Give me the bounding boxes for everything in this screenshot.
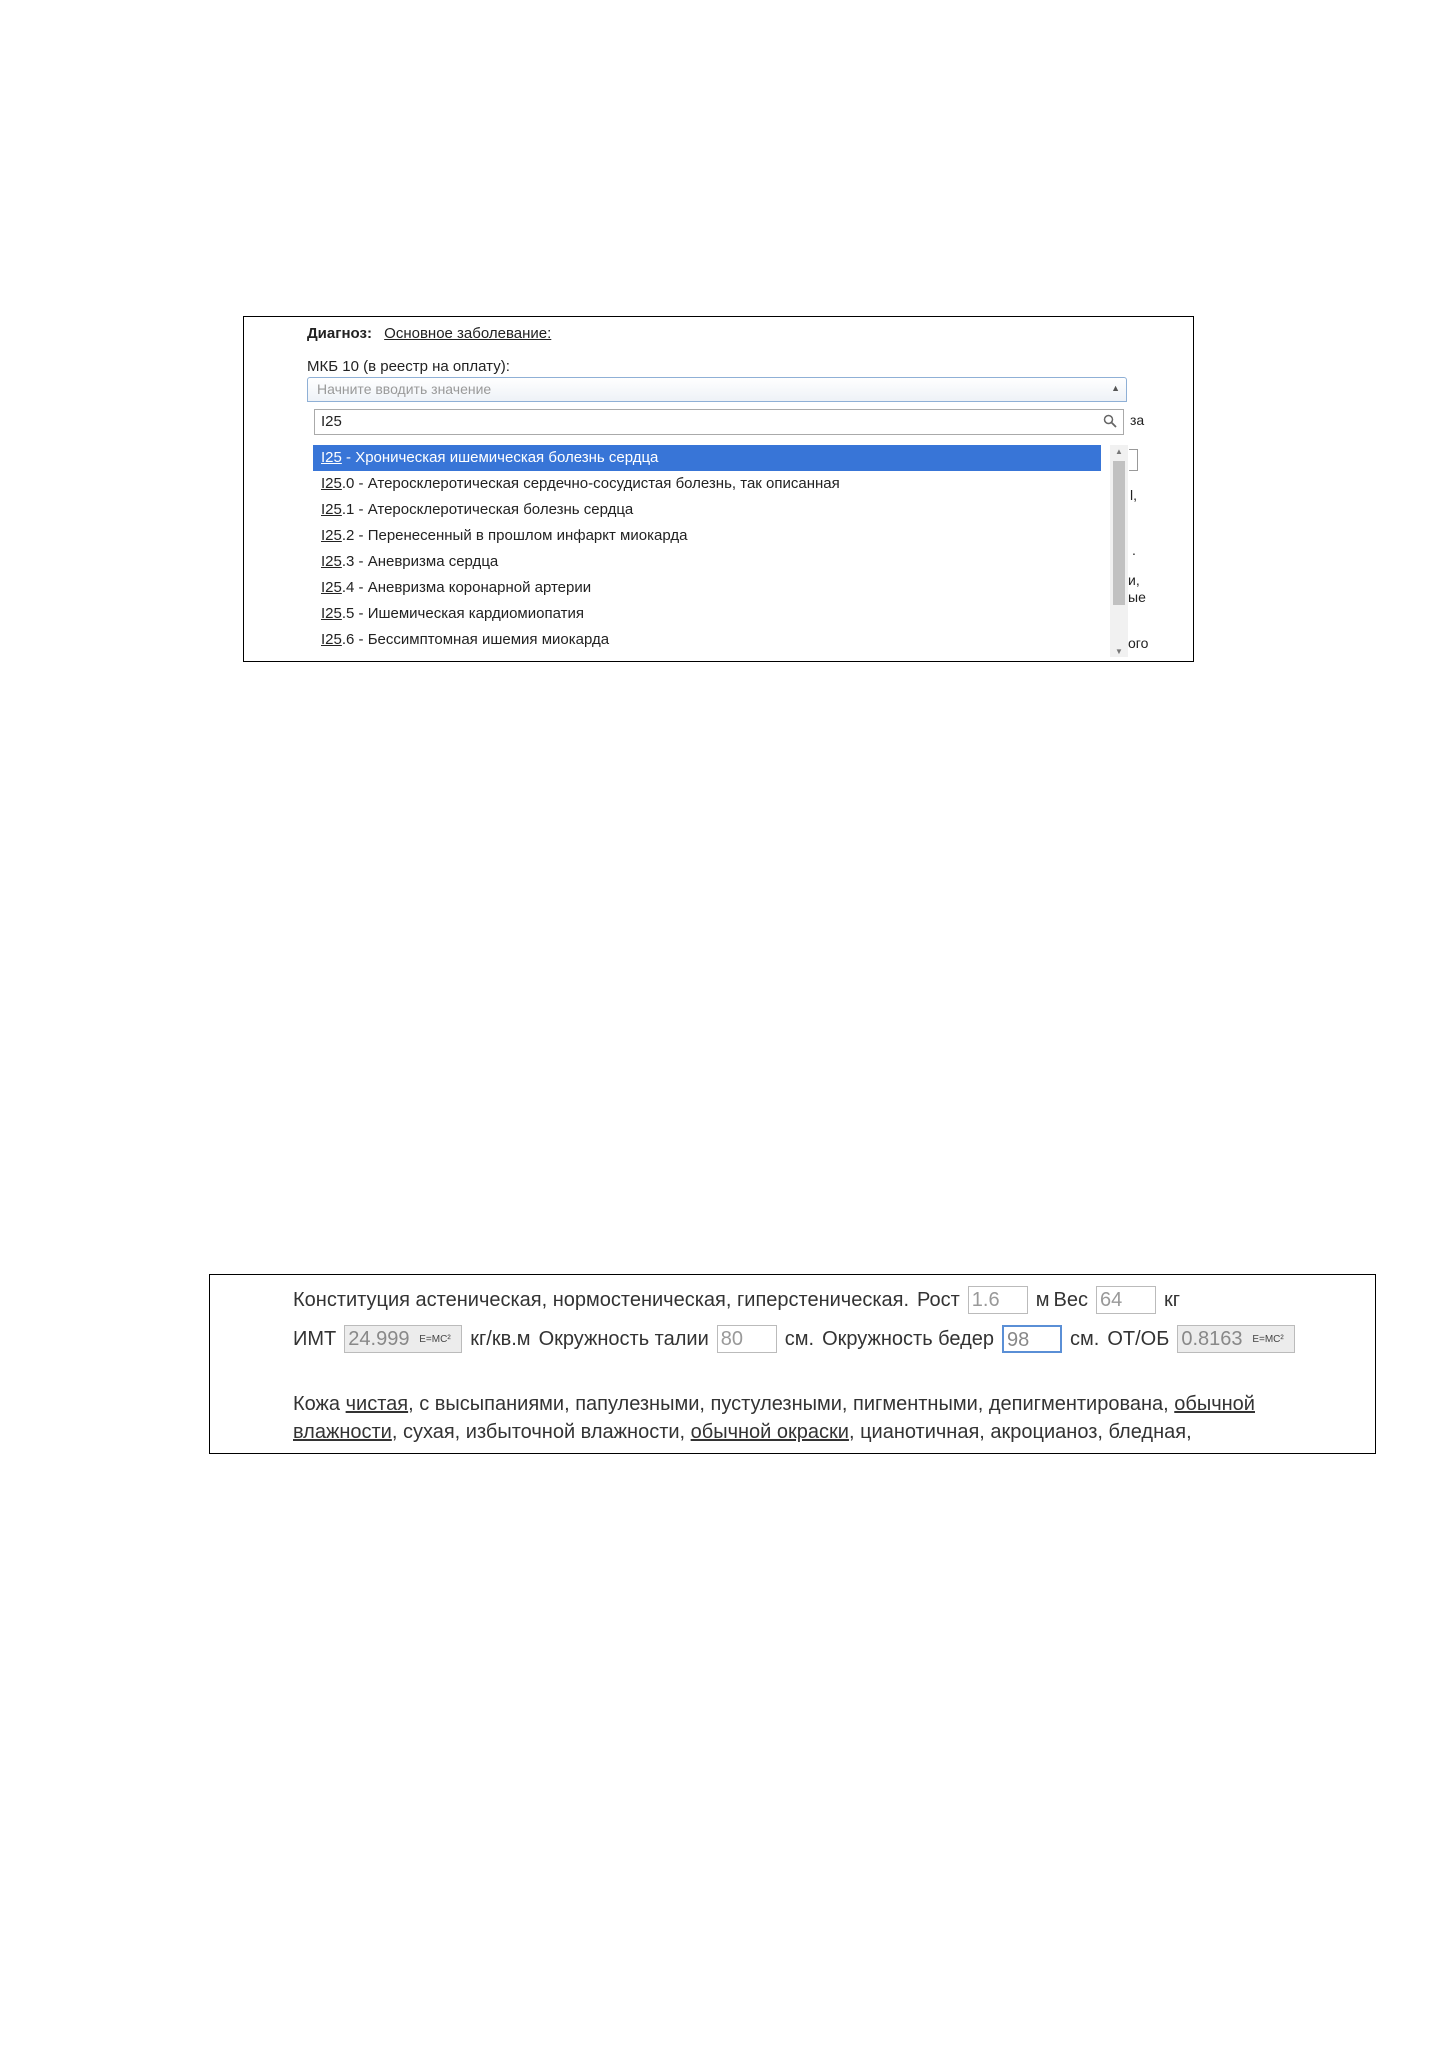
bmi-field[interactable] (344, 1325, 462, 1353)
chevron-up-icon[interactable]: ▲ (1111, 383, 1120, 393)
background-text: и, (1128, 572, 1140, 588)
skin-option-normal-color[interactable]: обычной окраски (690, 1421, 849, 1443)
constitution-row (293, 1286, 1188, 1314)
result-text: .2 - Перенесенный в прошлом инфаркт миокарда (341, 527, 688, 544)
calc-button[interactable]: E=MC² (419, 1333, 451, 1345)
result-code: I25 (321, 475, 342, 492)
result-item[interactable] (313, 497, 1101, 523)
result-item[interactable] (313, 601, 1101, 627)
waist-label: Окружность талии (538, 1327, 709, 1350)
calc-button[interactable]: E=MC² (1252, 1333, 1284, 1345)
diagnosis-label: Диагноз: (307, 325, 372, 342)
result-code: I25 (321, 631, 342, 648)
background-text: l, (1130, 487, 1137, 503)
mkb-search-input[interactable] (314, 409, 1124, 435)
result-code: I25 (321, 449, 342, 466)
result-code: I25 (321, 527, 342, 544)
mkb-results-list (313, 445, 1128, 662)
skin-paragraph (293, 1390, 1343, 1446)
hips-unit: см. (1070, 1327, 1100, 1350)
height-label: Рост (917, 1288, 960, 1311)
bmi-label: ИМТ (293, 1327, 337, 1350)
result-text: .5 - Ишемическая кардиомиопатия (341, 605, 584, 622)
scroll-up-icon[interactable]: ▲ (1115, 447, 1123, 456)
background-text: ого (1128, 635, 1149, 651)
diagnosis-header (307, 325, 551, 342)
result-item[interactable] (313, 523, 1101, 549)
skin-option-clean[interactable]: чистая (345, 1393, 409, 1415)
skin-text: , с высыпаниями, папулезными, пустулезными, пигментными, депигментирована, (408, 1393, 1175, 1415)
skin-option-normal-humidity[interactable]: обычной влажности (293, 1393, 1255, 1443)
skin-label: Кожа (293, 1393, 341, 1415)
weight-input[interactable]: 64 (1096, 1286, 1156, 1314)
bmi-unit: кг/кв.м (470, 1327, 531, 1350)
hips-input[interactable]: 98 (1002, 1325, 1062, 1353)
bmi-row (293, 1325, 1303, 1353)
weight-unit: кг (1164, 1288, 1181, 1311)
result-item[interactable] (313, 445, 1101, 471)
background-text: . (1132, 542, 1136, 558)
result-item[interactable] (313, 471, 1101, 497)
result-code: I25 (321, 605, 342, 622)
hips-label: Окружность бедер (822, 1327, 995, 1350)
result-text: .6 - Бессимптомная ишемия миокарда (341, 631, 610, 648)
scroll-thumb[interactable] (1113, 461, 1125, 605)
result-item[interactable] (313, 627, 1101, 653)
background-field-edge (1129, 449, 1138, 471)
result-code: I25 (321, 553, 342, 570)
exam-screenshot (209, 1274, 1376, 1454)
result-item[interactable] (313, 575, 1101, 601)
search-icon (1103, 414, 1117, 432)
ratio-value: 0.8163 (1181, 1327, 1243, 1350)
bmi-value: 24.999 (348, 1327, 410, 1350)
skin-text: , сухая, избыточной влажности, (391, 1421, 691, 1443)
scroll-down-icon[interactable]: ▼ (1115, 647, 1123, 656)
main-disease-link[interactable]: Основное заболевание: (384, 325, 552, 342)
result-text: .4 - Аневризма коронарной артерии (341, 579, 592, 596)
result-item[interactable] (313, 549, 1101, 575)
constitution-text: Конституция астеническая, нормостеническая, гиперстеническая. (293, 1288, 910, 1311)
height-input[interactable]: 1.6 (968, 1286, 1028, 1314)
results-scrollbar[interactable] (1110, 445, 1128, 657)
mkb-label: МКБ 10 (в реестр на оплату): (307, 358, 510, 375)
select-placeholder: Начните вводить значение (317, 381, 492, 397)
result-code: I25 (321, 501, 342, 518)
result-code: I25 (321, 579, 342, 596)
weight-label: Вес (1053, 1288, 1089, 1311)
skin-text: , цианотичная, акроцианоз, бледная, (848, 1421, 1192, 1443)
mkb-select[interactable] (307, 377, 1127, 402)
ratio-field[interactable] (1177, 1325, 1295, 1353)
background-text: ые (1128, 589, 1146, 605)
ratio-label: ОТ/ОБ (1107, 1327, 1170, 1350)
height-unit: м (1035, 1288, 1050, 1311)
diagnosis-screenshot (243, 316, 1194, 662)
result-text: - Хроническая ишемическая болезнь сердца (341, 449, 659, 466)
result-text: .1 - Атеросклеротическая болезнь сердца (341, 501, 634, 518)
waist-unit: см. (784, 1327, 815, 1350)
background-text: за (1130, 412, 1145, 428)
result-text: .3 - Аневризма сердца (341, 553, 499, 570)
result-text: .0 - Атеросклеротическая сердечно-сосудистая болезнь, так описанная (341, 475, 840, 492)
waist-input[interactable]: 80 (717, 1325, 777, 1353)
search-input-value: I25 (321, 413, 342, 430)
